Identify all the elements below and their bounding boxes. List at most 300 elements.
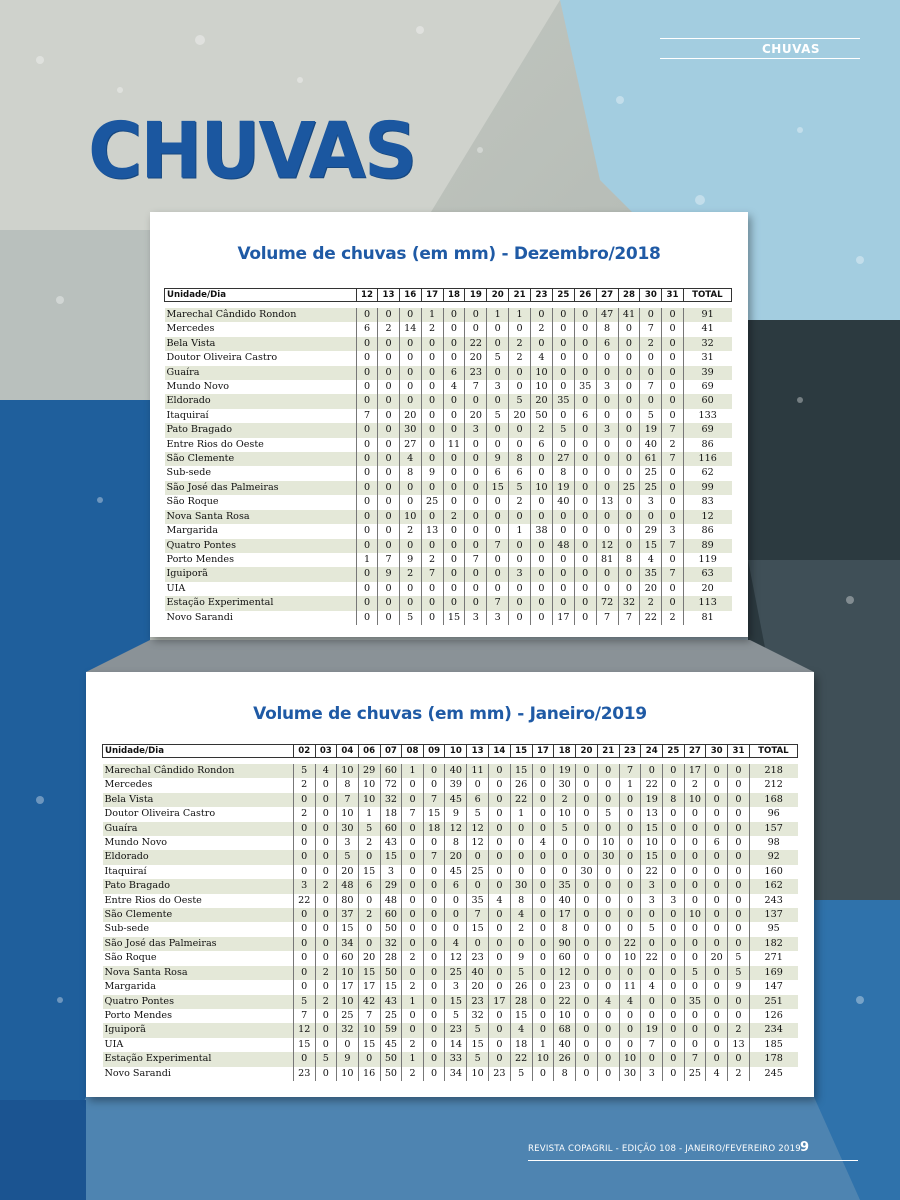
value-cell: 0 <box>421 611 443 625</box>
value-cell: 0 <box>378 582 400 596</box>
value-cell: 0 <box>640 351 662 365</box>
value-cell: 18 <box>510 1038 532 1052</box>
total-cell: 39 <box>683 366 731 380</box>
value-cell: 0 <box>597 1052 619 1066</box>
value-cell: 0 <box>596 409 618 423</box>
value-cell: 0 <box>641 995 663 1009</box>
value-cell: 14 <box>399 322 421 336</box>
value-cell: 0 <box>597 966 619 980</box>
table-row <box>165 322 732 336</box>
value-cell: 5 <box>487 409 509 423</box>
value-cell: 59 <box>380 1023 402 1037</box>
value-cell: 1 <box>619 778 641 792</box>
value-cell: 7 <box>662 452 684 466</box>
value-cell: 15 <box>380 850 402 864</box>
value-cell: 0 <box>465 524 487 538</box>
table-row <box>165 452 732 466</box>
value-cell: 0 <box>358 922 380 936</box>
value-cell: 15 <box>358 966 380 980</box>
value-cell: 42 <box>358 995 380 1009</box>
value-cell: 10 <box>337 966 359 980</box>
value-cell: 0 <box>619 865 641 879</box>
table-header-row <box>165 289 732 302</box>
value-cell: 0 <box>663 778 684 792</box>
value-cell: 0 <box>684 922 706 936</box>
value-cell: 0 <box>402 822 423 836</box>
value-cell: 0 <box>576 1038 598 1052</box>
value-cell: 18 <box>423 822 445 836</box>
value-cell: 4 <box>399 452 421 466</box>
value-cell: 10 <box>684 908 706 922</box>
table-row <box>165 409 732 423</box>
column-header: 13 <box>378 289 400 302</box>
unit-name-cell: Guaíra <box>103 822 294 836</box>
value-cell: 10 <box>531 380 553 394</box>
value-cell: 0 <box>618 466 640 480</box>
value-cell: 8 <box>337 778 359 792</box>
value-cell: 0 <box>619 966 641 980</box>
total-cell: 271 <box>749 951 797 965</box>
table-row <box>165 481 732 495</box>
value-cell: 0 <box>356 308 378 322</box>
value-cell: 0 <box>315 778 336 792</box>
value-cell: 2 <box>402 951 423 965</box>
value-cell: 17 <box>337 980 359 994</box>
value-cell: 0 <box>552 322 574 336</box>
column-header: 23 <box>619 745 641 758</box>
value-cell: 0 <box>532 865 554 879</box>
unit-name-cell: Entre Rios do Oeste <box>103 894 294 908</box>
value-cell: 0 <box>619 1023 641 1037</box>
value-cell: 3 <box>641 879 663 893</box>
value-cell: 23 <box>465 366 487 380</box>
column-header: 17 <box>532 745 554 758</box>
value-cell: 8 <box>509 452 531 466</box>
value-cell: 20 <box>445 850 467 864</box>
table-row <box>165 308 732 322</box>
value-cell: 0 <box>489 1023 511 1037</box>
value-cell: 0 <box>663 908 684 922</box>
value-cell: 0 <box>487 567 509 581</box>
value-cell: 10 <box>619 951 641 965</box>
value-cell: 72 <box>380 778 402 792</box>
value-cell: 0 <box>356 495 378 509</box>
value-cell: 43 <box>380 995 402 1009</box>
value-cell: 27 <box>399 438 421 452</box>
value-cell: 0 <box>576 1052 598 1066</box>
value-cell: 0 <box>576 1009 598 1023</box>
value-cell: 7 <box>662 567 684 581</box>
value-cell: 0 <box>315 836 336 850</box>
value-cell: 7 <box>618 611 640 625</box>
value-cell: 0 <box>509 596 531 610</box>
table-row <box>165 553 732 567</box>
value-cell: 0 <box>443 337 465 351</box>
value-cell: 3 <box>509 567 531 581</box>
value-cell: 6 <box>443 366 465 380</box>
value-cell: 0 <box>356 510 378 524</box>
value-cell: 2 <box>315 879 336 893</box>
value-cell: 1 <box>421 308 443 322</box>
value-cell: 0 <box>421 394 443 408</box>
table-row <box>103 995 798 1009</box>
value-cell: 0 <box>509 510 531 524</box>
value-cell: 0 <box>728 807 750 821</box>
value-cell: 0 <box>662 308 684 322</box>
value-cell: 0 <box>662 322 684 336</box>
value-cell: 20 <box>467 980 489 994</box>
value-cell: 0 <box>706 822 728 836</box>
value-cell: 7 <box>487 596 509 610</box>
value-cell: 30 <box>619 1067 641 1081</box>
value-cell: 0 <box>315 937 336 951</box>
value-cell: 22 <box>641 951 663 965</box>
value-cell: 0 <box>293 966 315 980</box>
table-row <box>103 836 798 850</box>
value-cell: 0 <box>487 423 509 437</box>
value-cell: 0 <box>378 481 400 495</box>
value-cell: 0 <box>467 937 489 951</box>
column-header: 06 <box>358 745 380 758</box>
column-header: 31 <box>662 289 684 302</box>
value-cell: 18 <box>380 807 402 821</box>
value-cell: 0 <box>640 510 662 524</box>
value-cell: 3 <box>380 865 402 879</box>
value-cell: 0 <box>443 466 465 480</box>
value-cell: 15 <box>467 1038 489 1052</box>
value-cell: 47 <box>596 308 618 322</box>
january-panel <box>86 672 814 1097</box>
total-cell: 218 <box>749 764 797 778</box>
value-cell: 0 <box>576 793 598 807</box>
unit-name-cell: Sub-sede <box>165 466 357 480</box>
value-cell: 35 <box>574 380 596 394</box>
value-cell: 3 <box>337 836 359 850</box>
total-cell: 243 <box>749 894 797 908</box>
value-cell: 0 <box>465 582 487 596</box>
unit-name-cell: Pato Bragado <box>165 423 357 437</box>
value-cell: 8 <box>552 466 574 480</box>
value-cell: 0 <box>532 995 554 1009</box>
value-cell: 0 <box>421 452 443 466</box>
value-cell: 0 <box>378 539 400 553</box>
value-cell: 2 <box>728 1023 750 1037</box>
value-cell: 0 <box>576 1067 598 1081</box>
value-cell: 5 <box>552 423 574 437</box>
value-cell: 0 <box>489 879 511 893</box>
value-cell: 35 <box>552 394 574 408</box>
column-header: 12 <box>356 289 378 302</box>
value-cell: 0 <box>662 394 684 408</box>
value-cell: 15 <box>358 865 380 879</box>
value-cell: 0 <box>337 1038 359 1052</box>
value-cell: 0 <box>423 1023 445 1037</box>
value-cell: 0 <box>358 894 380 908</box>
value-cell: 0 <box>465 308 487 322</box>
value-cell: 0 <box>421 539 443 553</box>
value-cell: 12 <box>554 966 576 980</box>
value-cell: 0 <box>532 793 554 807</box>
value-cell: 27 <box>552 452 574 466</box>
value-cell: 50 <box>380 1067 402 1081</box>
total-cell: 160 <box>749 865 797 879</box>
value-cell: 0 <box>663 807 684 821</box>
value-cell: 0 <box>487 366 509 380</box>
value-cell: 0 <box>487 322 509 336</box>
value-cell: 0 <box>597 894 619 908</box>
column-header: 17 <box>421 289 443 302</box>
value-cell: 0 <box>706 879 728 893</box>
value-cell: 0 <box>402 966 423 980</box>
value-cell: 0 <box>531 466 553 480</box>
value-cell: 0 <box>465 394 487 408</box>
value-cell: 0 <box>356 524 378 538</box>
value-cell: 7 <box>423 793 445 807</box>
value-cell: 45 <box>380 1038 402 1052</box>
value-cell: 0 <box>706 807 728 821</box>
value-cell: 4 <box>532 836 554 850</box>
footer-rule <box>528 1160 858 1161</box>
total-cell: 41 <box>683 322 731 336</box>
value-cell: 0 <box>596 466 618 480</box>
value-cell: 0 <box>378 611 400 625</box>
total-cell: 60 <box>683 394 731 408</box>
column-header: 21 <box>509 289 531 302</box>
value-cell: 43 <box>380 836 402 850</box>
value-cell: 0 <box>596 394 618 408</box>
value-cell: 0 <box>618 524 640 538</box>
value-cell: 30 <box>510 879 532 893</box>
value-cell: 2 <box>554 793 576 807</box>
value-cell: 0 <box>728 995 750 1009</box>
value-cell: 30 <box>399 423 421 437</box>
value-cell: 22 <box>554 995 576 1009</box>
value-cell: 0 <box>378 366 400 380</box>
value-cell: 3 <box>596 423 618 437</box>
value-cell: 0 <box>378 438 400 452</box>
value-cell: 20 <box>465 351 487 365</box>
value-cell: 0 <box>641 937 663 951</box>
table-row <box>103 951 798 965</box>
value-cell: 0 <box>574 481 596 495</box>
value-cell: 0 <box>597 908 619 922</box>
value-cell: 7 <box>596 611 618 625</box>
value-cell: 0 <box>576 966 598 980</box>
unit-name-cell: Margarida <box>165 524 357 538</box>
value-cell: 3 <box>487 380 509 394</box>
value-cell: 0 <box>489 908 511 922</box>
value-cell: 5 <box>467 1052 489 1066</box>
value-cell: 5 <box>728 966 750 980</box>
value-cell: 0 <box>619 836 641 850</box>
total-cell: 251 <box>749 995 797 1009</box>
value-cell: 2 <box>443 510 465 524</box>
january-table <box>102 744 798 1081</box>
value-cell: 0 <box>489 850 511 864</box>
column-header-unit: Unidade/Dia <box>103 745 294 758</box>
value-cell: 0 <box>552 337 574 351</box>
value-cell: 0 <box>532 1023 554 1037</box>
value-cell: 0 <box>378 423 400 437</box>
table-row <box>103 966 798 980</box>
value-cell: 25 <box>618 481 640 495</box>
value-cell: 0 <box>597 951 619 965</box>
value-cell: 0 <box>423 922 445 936</box>
value-cell: 12 <box>596 539 618 553</box>
value-cell: 0 <box>663 822 684 836</box>
value-cell: 28 <box>380 951 402 965</box>
value-cell: 7 <box>337 793 359 807</box>
value-cell: 40 <box>552 495 574 509</box>
value-cell: 0 <box>293 951 315 965</box>
value-cell: 0 <box>596 452 618 466</box>
table-row <box>103 937 798 951</box>
value-cell: 0 <box>423 937 445 951</box>
value-cell: 0 <box>443 423 465 437</box>
value-cell: 0 <box>443 394 465 408</box>
value-cell: 0 <box>443 351 465 365</box>
value-cell: 2 <box>402 1038 423 1052</box>
value-cell: 0 <box>597 764 619 778</box>
value-cell: 0 <box>619 807 641 821</box>
value-cell: 1 <box>510 807 532 821</box>
value-cell: 0 <box>356 423 378 437</box>
value-cell: 0 <box>423 1067 445 1081</box>
value-cell: 30 <box>597 850 619 864</box>
value-cell: 60 <box>380 822 402 836</box>
value-cell: 0 <box>663 966 684 980</box>
value-cell: 0 <box>597 1023 619 1037</box>
column-header: TOTAL <box>683 289 731 302</box>
value-cell: 15 <box>380 980 402 994</box>
value-cell: 9 <box>421 466 443 480</box>
unit-name-cell: Estação Experimental <box>103 1052 294 1066</box>
value-cell: 23 <box>293 1067 315 1081</box>
value-cell: 0 <box>576 980 598 994</box>
value-cell: 0 <box>532 937 554 951</box>
total-cell: 113 <box>683 596 731 610</box>
value-cell: 0 <box>662 582 684 596</box>
value-cell: 7 <box>662 539 684 553</box>
value-cell: 60 <box>380 764 402 778</box>
value-cell: 0 <box>684 879 706 893</box>
value-cell: 0 <box>489 951 511 965</box>
value-cell: 2 <box>531 322 553 336</box>
value-cell: 0 <box>596 438 618 452</box>
value-cell: 6 <box>467 793 489 807</box>
total-cell: 98 <box>749 836 797 850</box>
value-cell: 0 <box>356 366 378 380</box>
value-cell: 61 <box>640 452 662 466</box>
value-cell: 10 <box>337 995 359 1009</box>
value-cell: 7 <box>356 409 378 423</box>
unit-name-cell: Guaíra <box>165 366 357 380</box>
value-cell: 0 <box>597 922 619 936</box>
value-cell: 20 <box>337 865 359 879</box>
value-cell: 1 <box>402 995 423 1009</box>
value-cell: 22 <box>619 937 641 951</box>
value-cell: 34 <box>445 1067 467 1081</box>
value-cell: 5 <box>509 481 531 495</box>
value-cell: 0 <box>706 1009 728 1023</box>
value-cell: 0 <box>293 836 315 850</box>
table-header-row <box>103 745 798 758</box>
value-cell: 17 <box>552 611 574 625</box>
value-cell: 0 <box>576 879 598 893</box>
value-cell: 0 <box>641 764 663 778</box>
value-cell: 2 <box>640 596 662 610</box>
value-cell: 0 <box>706 850 728 864</box>
value-cell: 13 <box>421 524 443 538</box>
value-cell: 20 <box>465 409 487 423</box>
value-cell: 0 <box>423 1052 445 1066</box>
value-cell: 0 <box>509 438 531 452</box>
value-cell: 0 <box>509 611 531 625</box>
value-cell: 9 <box>487 452 509 466</box>
value-cell: 38 <box>531 524 553 538</box>
value-cell: 0 <box>706 980 728 994</box>
value-cell: 0 <box>728 836 750 850</box>
total-cell: 169 <box>749 966 797 980</box>
table-row <box>165 394 732 408</box>
value-cell: 0 <box>378 495 400 509</box>
value-cell: 10 <box>597 836 619 850</box>
value-cell: 0 <box>378 337 400 351</box>
value-cell: 0 <box>574 539 596 553</box>
value-cell: 0 <box>618 409 640 423</box>
value-cell: 11 <box>619 980 641 994</box>
value-cell: 0 <box>443 539 465 553</box>
value-cell: 0 <box>489 865 511 879</box>
value-cell: 0 <box>663 1052 684 1066</box>
december-panel <box>150 212 748 637</box>
value-cell: 0 <box>356 596 378 610</box>
value-cell: 9 <box>510 951 532 965</box>
value-cell: 0 <box>619 822 641 836</box>
value-cell: 0 <box>618 510 640 524</box>
value-cell: 10 <box>641 836 663 850</box>
value-cell: 5 <box>337 850 359 864</box>
value-cell: 0 <box>402 836 423 850</box>
value-cell: 0 <box>532 822 554 836</box>
value-cell: 0 <box>662 337 684 351</box>
value-cell: 16 <box>358 1067 380 1081</box>
value-cell: 35 <box>640 567 662 581</box>
value-cell: 0 <box>443 409 465 423</box>
value-cell: 0 <box>619 850 641 864</box>
value-cell: 0 <box>487 495 509 509</box>
value-cell: 0 <box>421 337 443 351</box>
value-cell: 0 <box>423 908 445 922</box>
value-cell: 0 <box>510 865 532 879</box>
value-cell: 0 <box>684 865 706 879</box>
value-cell: 1 <box>509 308 531 322</box>
value-cell: 48 <box>552 539 574 553</box>
value-cell: 0 <box>532 908 554 922</box>
value-cell: 0 <box>315 1067 336 1081</box>
value-cell: 0 <box>399 366 421 380</box>
value-cell: 0 <box>315 850 336 864</box>
value-cell: 9 <box>378 567 400 581</box>
value-cell: 6 <box>358 879 380 893</box>
value-cell: 0 <box>421 438 443 452</box>
value-cell: 0 <box>532 980 554 994</box>
value-cell: 0 <box>552 308 574 322</box>
value-cell: 0 <box>597 865 619 879</box>
unit-name-cell: Entre Rios do Oeste <box>165 438 357 452</box>
value-cell: 6 <box>487 466 509 480</box>
value-cell: 0 <box>402 922 423 936</box>
